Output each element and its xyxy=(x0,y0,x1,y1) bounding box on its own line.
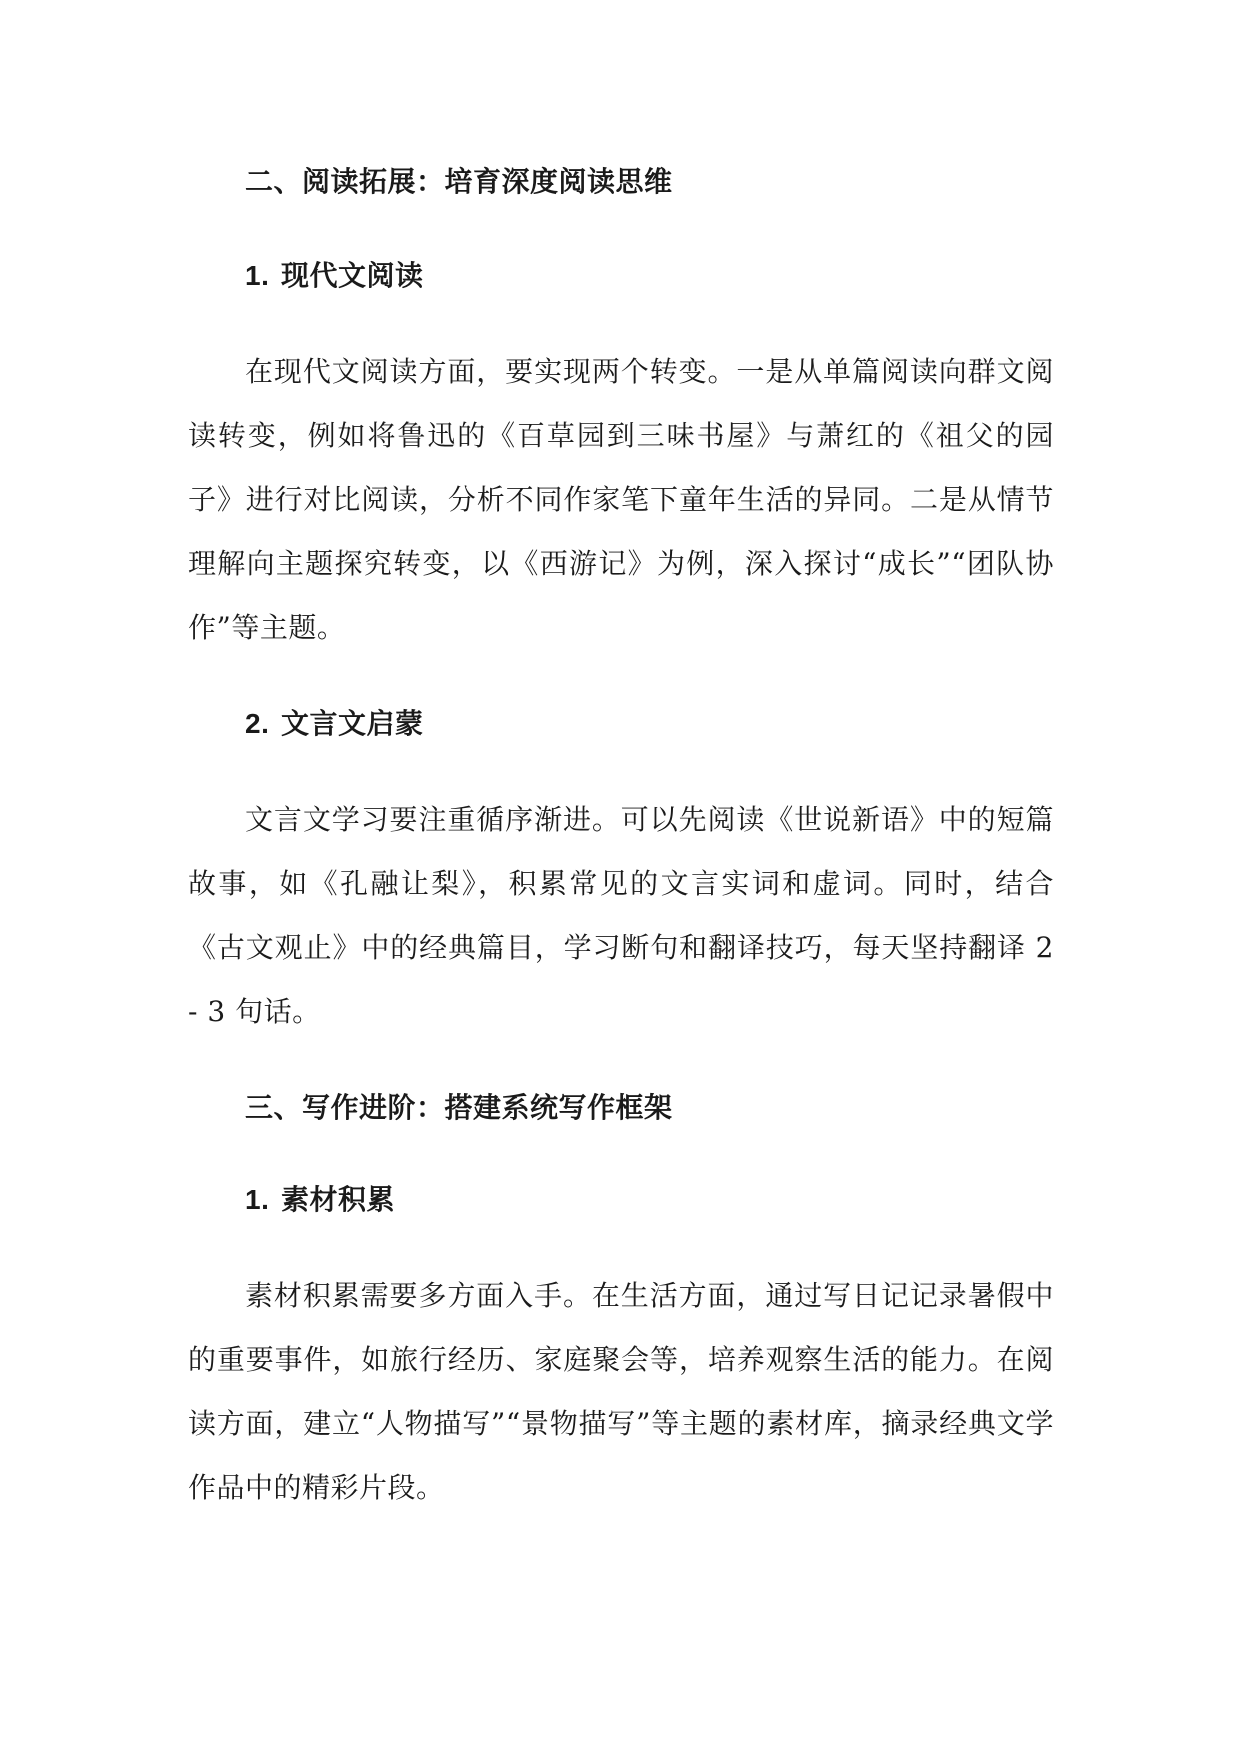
subheading-material-accumulation xyxy=(245,1180,395,1220)
paragraph-classical-chinese: 文言文学习要注重循序渐进。可以先阅读《世说新语》中的短篇故事，如《孔融让梨》，积累常见的文言实词和虚词。同时，结合《古文观止》中的经典篇目，学习断句和翻译技巧，每天坚持翻译 2 - 3 句话。 xyxy=(188,803,1054,1028)
subheading-title: 素材积累 xyxy=(281,1183,396,1216)
section-heading-writing-advance: 三、写作进阶：搭建系统写作框架 xyxy=(245,1091,673,1124)
subheading-number: 1. xyxy=(245,1184,270,1215)
subheading-number: 1. xyxy=(245,260,270,291)
subheading-title: 现代文阅读 xyxy=(281,259,424,292)
subheading-classical-chinese xyxy=(245,704,424,744)
paragraph-material-accumulation: 素材积累需要多方面入手。在生活方面，通过写日记记录暑假中的重要事件，如旅行经历、家庭聚会等，培养观察生活的能力。在阅读方面，建立“人物描写”“景物描写”等主题的素材库，摘录经典文学作品中的精彩片段。 xyxy=(188,1279,1054,1504)
subheading-title: 文言文启蒙 xyxy=(281,707,424,740)
paragraph-modern-reading: 在现代文阅读方面，要实现两个转变。一是从单篇阅读向群文阅读转变，例如将鲁迅的《百草园到三味书屋》与萧红的《祖父的园子》进行对比阅读，分析不同作家笔下童年生活的异同。二是从情节理解向主题探究转变，以《西游记》为例，深入探讨“成长”“团队协作”等主题。 xyxy=(188,355,1054,644)
subheading-modern-reading xyxy=(245,256,424,296)
section-heading-reading-extension: 二、阅读拓展：培育深度阅读思维 xyxy=(245,165,673,198)
subheading-number: 2. xyxy=(245,708,270,739)
